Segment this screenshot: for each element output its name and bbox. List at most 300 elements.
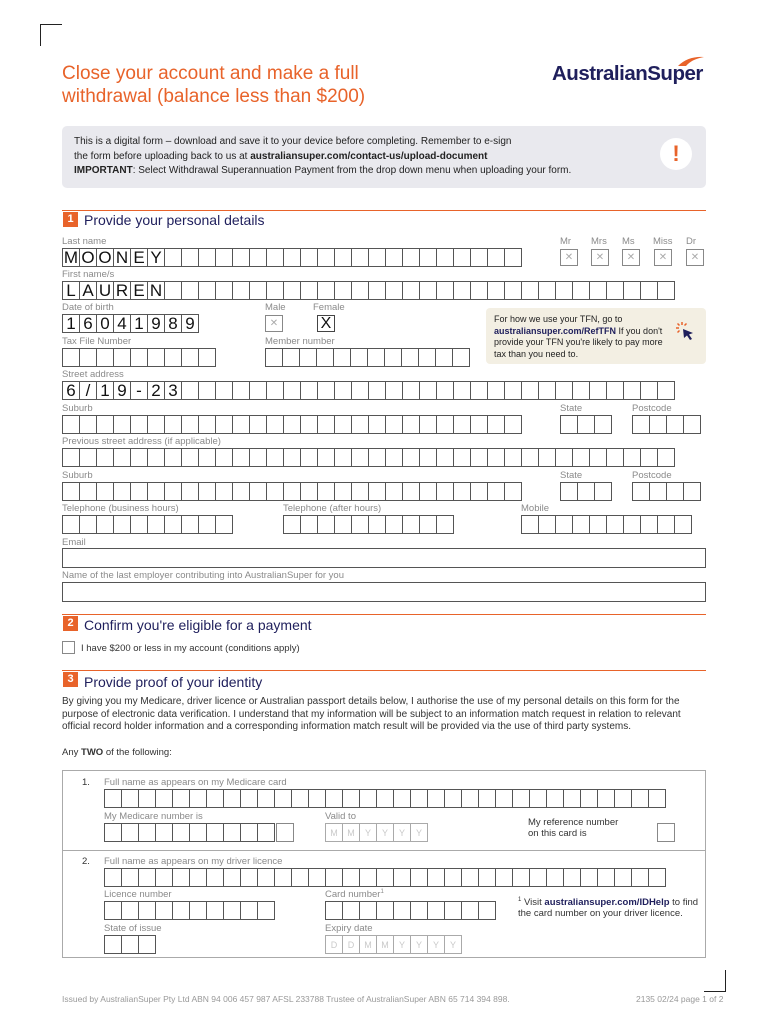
char-cell[interactable] <box>504 415 522 434</box>
char-cell[interactable] <box>461 868 479 887</box>
char-cell[interactable] <box>215 448 233 467</box>
state-of-issue-field[interactable] <box>104 935 155 954</box>
char-cell[interactable] <box>546 789 564 808</box>
char-cell[interactable] <box>206 901 224 920</box>
char-cell[interactable] <box>283 248 301 267</box>
char-cell[interactable] <box>283 515 301 534</box>
char-cell[interactable]: M <box>359 935 377 954</box>
char-cell[interactable] <box>96 448 114 467</box>
char-cell[interactable]: 1 <box>96 381 114 400</box>
char-cell[interactable] <box>300 482 318 501</box>
char-cell[interactable]: Y <box>444 935 462 954</box>
char-cell[interactable] <box>164 281 182 300</box>
char-cell[interactable] <box>368 482 386 501</box>
char-cell[interactable] <box>614 789 632 808</box>
char-cell[interactable] <box>351 281 369 300</box>
char-cell[interactable] <box>121 935 139 954</box>
char-cell[interactable] <box>419 515 437 534</box>
char-cell[interactable]: Y <box>376 823 394 842</box>
char-cell[interactable] <box>113 415 131 434</box>
char-cell[interactable] <box>232 448 250 467</box>
char-cell[interactable] <box>104 789 122 808</box>
char-cell[interactable] <box>444 789 462 808</box>
char-cell[interactable] <box>189 823 207 842</box>
char-cell[interactable] <box>62 482 80 501</box>
char-cell[interactable] <box>359 868 377 887</box>
char-cell[interactable] <box>461 901 479 920</box>
char-cell[interactable] <box>683 415 701 434</box>
char-cell[interactable] <box>342 901 360 920</box>
char-cell[interactable] <box>577 482 595 501</box>
char-cell[interactable] <box>138 868 156 887</box>
char-cell[interactable] <box>299 348 317 367</box>
char-cell[interactable] <box>266 482 284 501</box>
char-cell[interactable] <box>240 901 258 920</box>
char-cell[interactable] <box>215 248 233 267</box>
char-cell[interactable] <box>589 281 607 300</box>
char-cell[interactable] <box>470 248 488 267</box>
char-cell[interactable] <box>351 415 369 434</box>
char-cell[interactable] <box>189 901 207 920</box>
char-cell[interactable] <box>560 415 578 434</box>
char-cell[interactable] <box>572 281 590 300</box>
char-cell[interactable] <box>359 789 377 808</box>
char-cell[interactable] <box>538 381 556 400</box>
char-cell[interactable] <box>266 281 284 300</box>
char-cell[interactable] <box>594 482 612 501</box>
char-cell[interactable] <box>223 823 241 842</box>
female-checkbox[interactable]: X <box>317 315 335 332</box>
char-cell[interactable] <box>317 281 335 300</box>
char-cell[interactable] <box>402 448 420 467</box>
char-cell[interactable] <box>138 901 156 920</box>
char-cell[interactable]: 9 <box>113 381 131 400</box>
title-mr-checkbox[interactable]: ✕ <box>560 249 578 266</box>
char-cell[interactable] <box>351 515 369 534</box>
char-cell[interactable] <box>172 868 190 887</box>
char-cell[interactable] <box>232 248 250 267</box>
char-cell[interactable] <box>478 868 496 887</box>
char-cell[interactable]: 1 <box>62 314 80 333</box>
medicare-name-field[interactable] <box>104 789 665 808</box>
char-cell[interactable] <box>300 448 318 467</box>
char-cell[interactable] <box>368 281 386 300</box>
char-cell[interactable] <box>666 415 684 434</box>
char-cell[interactable] <box>96 415 114 434</box>
char-cell[interactable] <box>215 482 233 501</box>
char-cell[interactable] <box>436 448 454 467</box>
char-cell[interactable] <box>546 868 564 887</box>
phone-after-field[interactable] <box>283 515 453 534</box>
char-cell[interactable] <box>606 515 624 534</box>
char-cell[interactable]: Y <box>359 823 377 842</box>
char-cell[interactable] <box>555 281 573 300</box>
email-field[interactable] <box>62 548 706 568</box>
char-cell[interactable]: 8 <box>164 314 182 333</box>
char-cell[interactable] <box>181 348 199 367</box>
id-help-link[interactable]: australiansuper.com/IDHelp <box>544 897 670 909</box>
char-cell[interactable] <box>283 448 301 467</box>
char-cell[interactable] <box>640 281 658 300</box>
char-cell[interactable] <box>147 348 165 367</box>
char-cell[interactable] <box>419 448 437 467</box>
char-cell[interactable] <box>623 448 641 467</box>
char-cell[interactable] <box>649 482 667 501</box>
char-cell[interactable] <box>138 935 156 954</box>
char-cell[interactable] <box>436 515 454 534</box>
char-cell[interactable]: 9 <box>147 314 165 333</box>
valid-to-field[interactable] <box>325 823 427 842</box>
char-cell[interactable] <box>79 515 97 534</box>
char-cell[interactable] <box>215 415 233 434</box>
char-cell[interactable] <box>181 381 199 400</box>
char-cell[interactable] <box>282 348 300 367</box>
char-cell[interactable] <box>232 281 250 300</box>
first-name-field[interactable] <box>62 281 674 300</box>
char-cell[interactable] <box>589 448 607 467</box>
char-cell[interactable] <box>351 381 369 400</box>
char-cell[interactable] <box>657 281 675 300</box>
char-cell[interactable] <box>181 448 199 467</box>
char-cell[interactable]: - <box>130 381 148 400</box>
char-cell[interactable] <box>172 823 190 842</box>
char-cell[interactable]: M <box>376 935 394 954</box>
char-cell[interactable] <box>487 448 505 467</box>
char-cell[interactable]: 3 <box>164 381 182 400</box>
char-cell[interactable] <box>521 515 539 534</box>
char-cell[interactable]: 6 <box>62 381 80 400</box>
char-cell[interactable] <box>367 348 385 367</box>
char-cell[interactable] <box>181 415 199 434</box>
char-cell[interactable] <box>164 448 182 467</box>
char-cell[interactable] <box>555 381 573 400</box>
char-cell[interactable] <box>577 415 595 434</box>
char-cell[interactable] <box>453 281 471 300</box>
reference-number-box[interactable] <box>657 823 675 842</box>
char-cell[interactable] <box>402 248 420 267</box>
char-cell[interactable] <box>342 868 360 887</box>
char-cell[interactable] <box>121 789 139 808</box>
char-cell[interactable] <box>597 868 615 887</box>
char-cell[interactable] <box>300 381 318 400</box>
char-cell[interactable] <box>351 482 369 501</box>
char-cell[interactable] <box>113 348 131 367</box>
char-cell[interactable] <box>147 515 165 534</box>
char-cell[interactable] <box>452 348 470 367</box>
char-cell[interactable] <box>249 381 267 400</box>
char-cell[interactable] <box>640 381 658 400</box>
char-cell[interactable] <box>521 281 539 300</box>
char-cell[interactable] <box>453 248 471 267</box>
char-cell[interactable] <box>504 381 522 400</box>
char-cell[interactable]: O <box>96 248 114 267</box>
member-number-field[interactable] <box>265 348 469 367</box>
char-cell[interactable]: Y <box>410 935 428 954</box>
char-cell[interactable] <box>232 381 250 400</box>
char-cell[interactable] <box>385 281 403 300</box>
char-cell[interactable] <box>376 901 394 920</box>
char-cell[interactable] <box>384 348 402 367</box>
char-cell[interactable] <box>402 515 420 534</box>
char-cell[interactable]: Y <box>410 823 428 842</box>
char-cell[interactable] <box>461 789 479 808</box>
char-cell[interactable] <box>683 482 701 501</box>
char-cell[interactable] <box>512 789 530 808</box>
char-cell[interactable] <box>436 281 454 300</box>
char-cell[interactable] <box>96 348 114 367</box>
char-cell[interactable] <box>164 415 182 434</box>
char-cell[interactable] <box>232 415 250 434</box>
char-cell[interactable]: Y <box>427 935 445 954</box>
char-cell[interactable] <box>104 901 122 920</box>
char-cell[interactable] <box>563 789 581 808</box>
char-cell[interactable] <box>223 789 241 808</box>
char-cell[interactable] <box>155 901 173 920</box>
char-cell[interactable]: L <box>62 281 80 300</box>
char-cell[interactable] <box>317 448 335 467</box>
char-cell[interactable] <box>478 789 496 808</box>
char-cell[interactable] <box>385 248 403 267</box>
char-cell[interactable]: R <box>113 281 131 300</box>
char-cell[interactable] <box>419 415 437 434</box>
char-cell[interactable] <box>560 482 578 501</box>
char-cell[interactable] <box>113 482 131 501</box>
char-cell[interactable] <box>249 482 267 501</box>
char-cell[interactable] <box>147 415 165 434</box>
char-cell[interactable] <box>410 868 428 887</box>
char-cell[interactable] <box>147 482 165 501</box>
char-cell[interactable] <box>657 515 675 534</box>
char-cell[interactable] <box>393 789 411 808</box>
char-cell[interactable] <box>521 381 539 400</box>
char-cell[interactable] <box>79 482 97 501</box>
char-cell[interactable] <box>674 515 692 534</box>
char-cell[interactable] <box>368 448 386 467</box>
male-checkbox[interactable]: ✕ <box>265 315 283 332</box>
char-cell[interactable] <box>359 901 377 920</box>
char-cell[interactable] <box>334 482 352 501</box>
title-miss-checkbox[interactable]: ✕ <box>654 249 672 266</box>
char-cell[interactable] <box>181 482 199 501</box>
char-cell[interactable] <box>666 482 684 501</box>
char-cell[interactable] <box>614 868 632 887</box>
char-cell[interactable]: 6 <box>79 314 97 333</box>
char-cell[interactable] <box>393 901 411 920</box>
char-cell[interactable] <box>538 448 556 467</box>
char-cell[interactable] <box>385 381 403 400</box>
char-cell[interactable] <box>274 868 292 887</box>
char-cell[interactable] <box>419 482 437 501</box>
char-cell[interactable] <box>198 515 216 534</box>
char-cell[interactable]: 9 <box>181 314 199 333</box>
char-cell[interactable] <box>427 868 445 887</box>
char-cell[interactable] <box>206 789 224 808</box>
char-cell[interactable] <box>198 281 216 300</box>
char-cell[interactable] <box>368 415 386 434</box>
char-cell[interactable] <box>249 248 267 267</box>
char-cell[interactable] <box>164 248 182 267</box>
char-cell[interactable] <box>172 789 190 808</box>
char-cell[interactable] <box>164 515 182 534</box>
char-cell[interactable] <box>300 248 318 267</box>
char-cell[interactable] <box>402 281 420 300</box>
char-cell[interactable] <box>257 823 275 842</box>
title-mrs-checkbox[interactable]: ✕ <box>591 249 609 266</box>
char-cell[interactable] <box>155 868 173 887</box>
char-cell[interactable]: Y <box>393 935 411 954</box>
char-cell[interactable] <box>504 448 522 467</box>
char-cell[interactable] <box>181 281 199 300</box>
char-cell[interactable]: N <box>147 281 165 300</box>
char-cell[interactable] <box>436 381 454 400</box>
char-cell[interactable] <box>623 515 641 534</box>
char-cell[interactable] <box>649 415 667 434</box>
char-cell[interactable] <box>334 415 352 434</box>
char-cell[interactable] <box>317 515 335 534</box>
char-cell[interactable] <box>589 515 607 534</box>
char-cell[interactable]: M <box>63 248 79 267</box>
char-cell[interactable] <box>104 935 122 954</box>
char-cell[interactable] <box>470 415 488 434</box>
char-cell[interactable] <box>410 789 428 808</box>
char-cell[interactable] <box>265 348 283 367</box>
char-cell[interactable] <box>283 482 301 501</box>
char-cell[interactable] <box>232 482 250 501</box>
phone-business-field[interactable] <box>62 515 232 534</box>
char-cell[interactable]: / <box>79 381 97 400</box>
char-cell[interactable] <box>657 448 675 467</box>
char-cell[interactable] <box>130 482 148 501</box>
char-cell[interactable] <box>62 415 80 434</box>
medicare-irn-box[interactable] <box>276 823 294 842</box>
char-cell[interactable] <box>130 348 148 367</box>
char-cell[interactable] <box>181 515 199 534</box>
char-cell[interactable] <box>189 789 207 808</box>
char-cell[interactable] <box>113 448 131 467</box>
previous-street-field[interactable] <box>62 448 674 467</box>
char-cell[interactable]: M <box>325 823 343 842</box>
char-cell[interactable] <box>257 868 275 887</box>
char-cell[interactable] <box>317 482 335 501</box>
char-cell[interactable] <box>334 381 352 400</box>
char-cell[interactable] <box>487 248 505 267</box>
char-cell[interactable] <box>351 248 369 267</box>
char-cell[interactable] <box>181 248 199 267</box>
reftfn-link[interactable]: australiansuper.com/RefTFN <box>494 325 617 336</box>
char-cell[interactable] <box>487 415 505 434</box>
char-cell[interactable] <box>487 281 505 300</box>
char-cell[interactable] <box>79 448 97 467</box>
char-cell[interactable] <box>402 381 420 400</box>
char-cell[interactable] <box>368 515 386 534</box>
char-cell[interactable] <box>300 415 318 434</box>
char-cell[interactable] <box>632 482 650 501</box>
title-dr-checkbox[interactable]: ✕ <box>686 249 704 266</box>
char-cell[interactable] <box>444 868 462 887</box>
char-cell[interactable] <box>580 789 598 808</box>
char-cell[interactable] <box>291 868 309 887</box>
street-address-field[interactable] <box>62 381 674 400</box>
char-cell[interactable] <box>589 381 607 400</box>
char-cell[interactable] <box>266 448 284 467</box>
char-cell[interactable] <box>572 381 590 400</box>
char-cell[interactable] <box>648 789 666 808</box>
char-cell[interactable] <box>521 448 539 467</box>
char-cell[interactable] <box>563 868 581 887</box>
char-cell[interactable] <box>79 415 97 434</box>
char-cell[interactable] <box>580 868 598 887</box>
char-cell[interactable] <box>478 901 496 920</box>
char-cell[interactable] <box>198 482 216 501</box>
char-cell[interactable] <box>113 515 131 534</box>
char-cell[interactable] <box>283 281 301 300</box>
char-cell[interactable] <box>385 515 403 534</box>
char-cell[interactable] <box>572 448 590 467</box>
employer-field[interactable] <box>62 582 706 602</box>
char-cell[interactable] <box>62 515 80 534</box>
char-cell[interactable] <box>402 415 420 434</box>
char-cell[interactable] <box>79 348 97 367</box>
char-cell[interactable] <box>623 381 641 400</box>
char-cell[interactable] <box>121 868 139 887</box>
char-cell[interactable] <box>130 448 148 467</box>
licence-name-field[interactable] <box>104 868 665 887</box>
prev-postcode-field[interactable] <box>632 482 700 501</box>
char-cell[interactable] <box>555 448 573 467</box>
char-cell[interactable]: 2 <box>147 381 165 400</box>
char-cell[interactable] <box>104 823 122 842</box>
char-cell[interactable] <box>198 248 216 267</box>
char-cell[interactable] <box>249 415 267 434</box>
char-cell[interactable] <box>300 515 318 534</box>
char-cell[interactable]: Y <box>147 248 165 267</box>
char-cell[interactable] <box>538 515 556 534</box>
char-cell[interactable] <box>317 381 335 400</box>
char-cell[interactable] <box>283 415 301 434</box>
char-cell[interactable] <box>249 281 267 300</box>
char-cell[interactable] <box>316 348 334 367</box>
char-cell[interactable] <box>266 415 284 434</box>
char-cell[interactable]: 1 <box>130 314 148 333</box>
char-cell[interactable] <box>444 901 462 920</box>
char-cell[interactable] <box>96 482 114 501</box>
char-cell[interactable]: M <box>342 823 360 842</box>
char-cell[interactable] <box>334 515 352 534</box>
char-cell[interactable] <box>249 448 267 467</box>
char-cell[interactable] <box>640 448 658 467</box>
char-cell[interactable] <box>435 348 453 367</box>
char-cell[interactable] <box>164 348 182 367</box>
char-cell[interactable] <box>529 868 547 887</box>
char-cell[interactable]: A <box>79 281 97 300</box>
char-cell[interactable] <box>470 482 488 501</box>
char-cell[interactable] <box>623 281 641 300</box>
char-cell[interactable] <box>300 281 318 300</box>
char-cell[interactable] <box>266 381 284 400</box>
char-cell[interactable] <box>155 823 173 842</box>
char-cell[interactable] <box>453 448 471 467</box>
char-cell[interactable] <box>512 868 530 887</box>
char-cell[interactable] <box>325 901 343 920</box>
char-cell[interactable] <box>215 281 233 300</box>
char-cell[interactable] <box>368 248 386 267</box>
char-cell[interactable] <box>240 789 258 808</box>
dob-field[interactable] <box>62 314 198 333</box>
last-name-field[interactable] <box>62 248 521 267</box>
char-cell[interactable] <box>631 789 649 808</box>
mobile-field[interactable] <box>521 515 691 534</box>
char-cell[interactable] <box>240 868 258 887</box>
